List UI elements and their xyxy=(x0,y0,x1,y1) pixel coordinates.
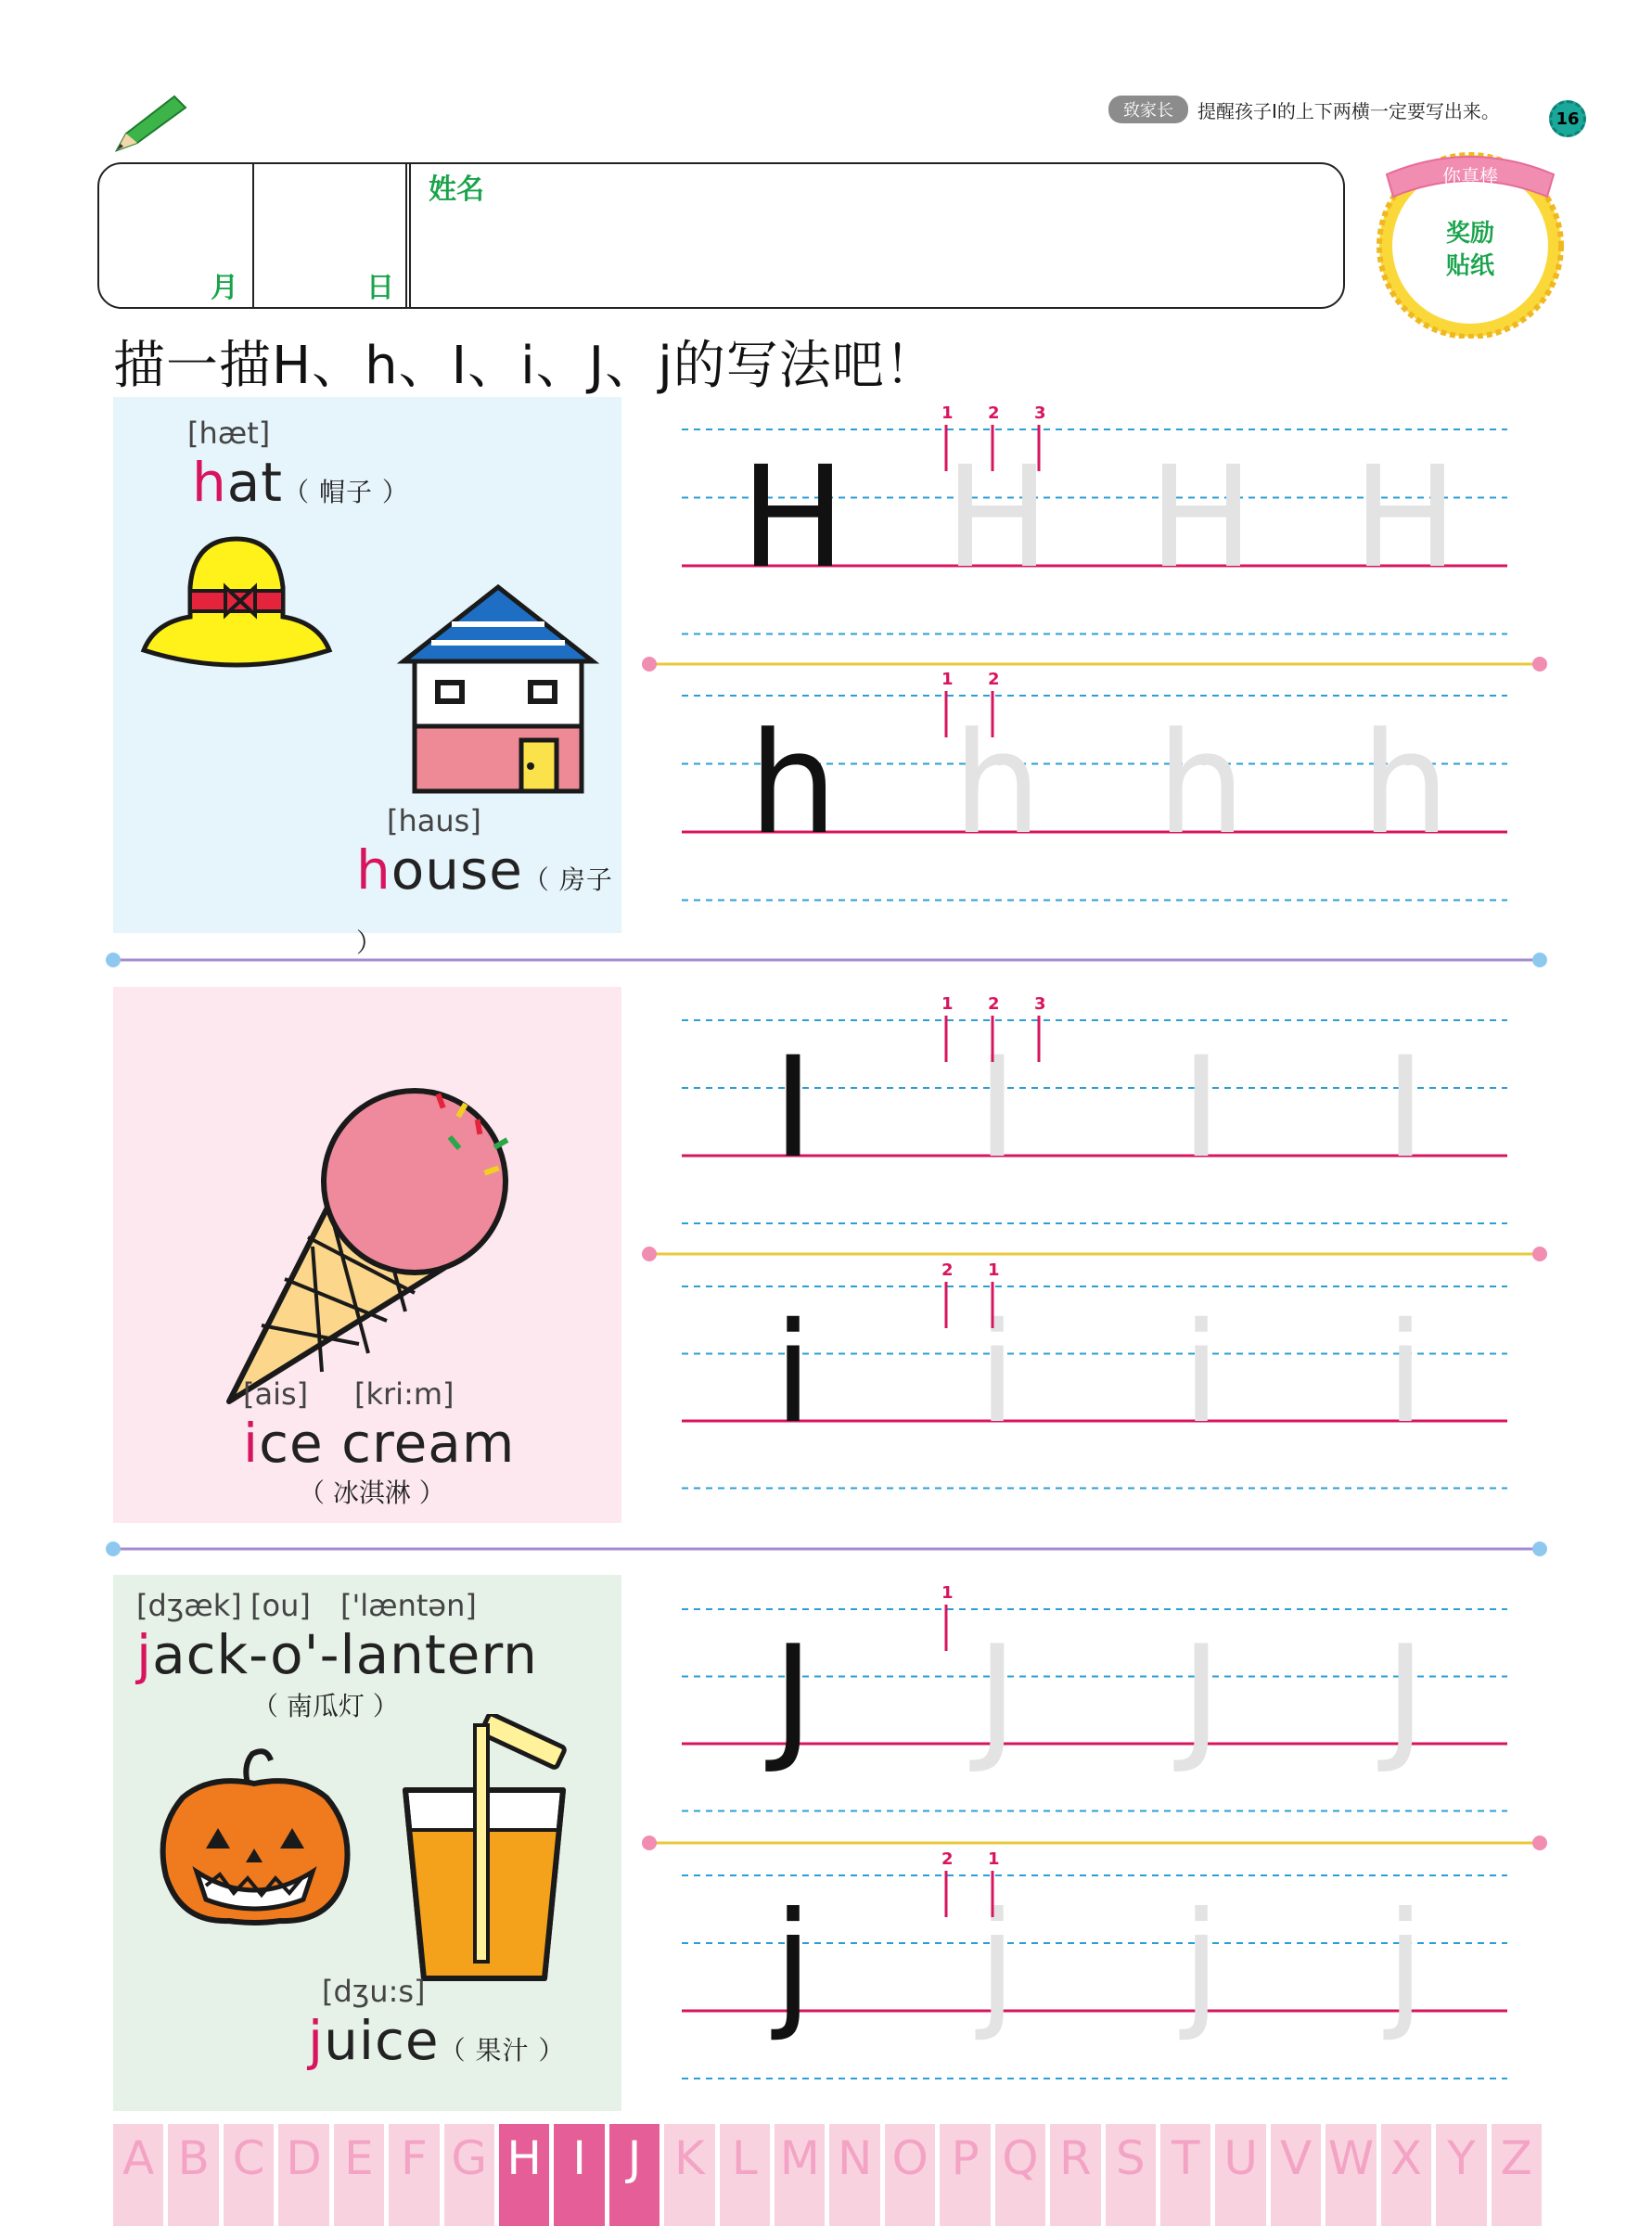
trace-letter: j xyxy=(1182,1883,1221,2044)
practice-row-H xyxy=(682,403,1507,634)
word-cn: （ 帽子 ） xyxy=(283,477,409,507)
trace-letter: i xyxy=(978,1294,1017,1454)
alphabet-letter-S: S xyxy=(1106,2124,1156,2226)
practice-row-j xyxy=(682,1849,1507,2079)
stroke-order-number: 2 xyxy=(988,670,1000,689)
alphabet-letter-B: B xyxy=(168,2124,218,2226)
stroke-order-number: 2 xyxy=(988,994,1000,1014)
alphabet-letter-M: M xyxy=(775,2124,825,2226)
alphabet-letter-N: N xyxy=(829,2124,879,2226)
trace-letter: i xyxy=(1182,1294,1221,1454)
trace-letter: I xyxy=(1384,1028,1427,1189)
alphabet-letter-P: P xyxy=(940,2124,990,2226)
word-rest: uice xyxy=(324,2009,440,2072)
alphabet-letter-Z: Z xyxy=(1492,2124,1542,2226)
alphabet-letter-O: O xyxy=(885,2124,935,2226)
phonetic-ice: [ais] xyxy=(243,1376,309,1412)
page-title: 描一描H、h、I、i、J、j的写法吧！ xyxy=(113,336,938,396)
alphabet-letter-L: L xyxy=(720,2124,770,2226)
model-letter: j xyxy=(774,1883,813,2044)
trace-letter: H xyxy=(1148,436,1254,599)
page-number: 16 xyxy=(1549,100,1586,137)
model-letter: J xyxy=(773,1617,813,1777)
trace-letter: J xyxy=(977,1617,1018,1777)
alphabet-letter-D: D xyxy=(278,2124,328,2226)
word-cn: （ 冰淇淋 ） xyxy=(299,1478,445,1508)
trace-letter: J xyxy=(1181,1617,1222,1777)
phonetic-cream: [kri:m] xyxy=(354,1376,455,1412)
word-initial: h xyxy=(192,451,227,514)
alphabet-letter-U: U xyxy=(1215,2124,1265,2226)
stroke-order-number: 2 xyxy=(941,1260,954,1280)
alphabet-letter-Y: Y xyxy=(1436,2124,1486,2226)
model-letter: h xyxy=(749,702,838,865)
phonetic-juice: [dʒu:s] xyxy=(322,1974,426,2009)
alphabet-letter-A: A xyxy=(113,2124,163,2226)
alphabet-letter-E: E xyxy=(334,2124,384,2226)
alphabet-letter-Q: Q xyxy=(995,2124,1045,2226)
alphabet-letter-K: K xyxy=(664,2124,714,2226)
word-rest: ack-o'-lantern xyxy=(152,1623,538,1686)
alphabet-letter-T: T xyxy=(1160,2124,1210,2226)
alphabet-letter-F: F xyxy=(389,2124,439,2226)
name-label: 姓名 xyxy=(429,173,484,206)
alphabet-letter-W: W xyxy=(1325,2124,1376,2226)
stroke-order-number: 2 xyxy=(988,403,1000,423)
alphabet-letter-I: I xyxy=(554,2124,604,2226)
alphabet-letter-V: V xyxy=(1271,2124,1321,2226)
practice-row-h xyxy=(682,670,1507,901)
stroke-order-number: 1 xyxy=(988,1849,1000,1869)
word-cn: （ 房子 ） xyxy=(356,864,613,958)
stroke-order-number: 3 xyxy=(1034,994,1046,1014)
alphabet-letter-G: G xyxy=(444,2124,494,2226)
phonetic-jack: [dʒæk] xyxy=(136,1588,242,1623)
word-initial: h xyxy=(356,838,391,902)
stroke-order-number: 1 xyxy=(941,403,954,423)
practice-row-i xyxy=(682,1260,1507,1489)
trace-letter: I xyxy=(976,1028,1018,1189)
badge-text-line2: 贴纸 xyxy=(1445,252,1495,280)
day-label: 日 xyxy=(366,272,394,304)
stroke-order-number: 1 xyxy=(941,994,954,1014)
alphabet-letter-C: C xyxy=(224,2124,274,2226)
phonetic-o: [ou] xyxy=(250,1588,311,1623)
word-initial: j xyxy=(308,2009,325,2072)
word-rest: ce cream xyxy=(259,1412,516,1475)
trace-letter: h xyxy=(1361,702,1450,865)
phonetic-house: [haus] xyxy=(387,803,481,838)
alphabet-strip xyxy=(113,2124,1542,2226)
alphabet-letter-J: J xyxy=(609,2124,660,2226)
word-cn: （ 南瓜灯 ） xyxy=(252,1691,399,1721)
stroke-order-number: 3 xyxy=(1034,403,1046,423)
alphabet-letter-X: X xyxy=(1381,2124,1431,2226)
badge-text-line1: 奖励 xyxy=(1445,220,1495,248)
model-letter: I xyxy=(772,1028,814,1189)
word-rest: at xyxy=(226,451,284,514)
word-initial: i xyxy=(243,1412,260,1475)
word-cn: （ 果汁 ） xyxy=(439,2035,566,2066)
word-initial: j xyxy=(136,1623,153,1686)
practice-row-I xyxy=(682,994,1507,1223)
model-letter: H xyxy=(740,436,846,599)
trace-letter: H xyxy=(944,436,1050,599)
phonetic-hat: [hæt] xyxy=(187,416,271,451)
word-rest: ouse xyxy=(391,838,523,902)
stroke-order-number: 2 xyxy=(941,1849,954,1869)
practice-row-J xyxy=(682,1583,1507,1811)
month-label: 月 xyxy=(211,272,238,304)
parent-note-tag: 致家长 xyxy=(1108,96,1188,123)
trace-letter: h xyxy=(953,702,1042,865)
trace-letter: j xyxy=(1386,1883,1425,2044)
trace-letter: J xyxy=(1385,1617,1426,1777)
model-letter: i xyxy=(774,1294,813,1454)
trace-letter: H xyxy=(1352,436,1458,599)
alphabet-letter-H: H xyxy=(499,2124,549,2226)
parent-note-text: 提醒孩子I的上下两横一定要写出来。 xyxy=(1197,99,1500,122)
stroke-order-number: 1 xyxy=(941,670,954,689)
trace-letter: h xyxy=(1157,702,1246,865)
stroke-order-number: 1 xyxy=(988,1260,1000,1280)
phonetic-lantern: ['læntən] xyxy=(340,1588,477,1623)
trace-letter: j xyxy=(978,1883,1017,2044)
stroke-order-number: 1 xyxy=(941,1583,954,1603)
alphabet-letter-R: R xyxy=(1050,2124,1100,2226)
trace-letter: I xyxy=(1180,1028,1223,1189)
trace-letter: i xyxy=(1386,1294,1425,1454)
badge-ribbon-text: 你真棒 xyxy=(1442,165,1498,187)
